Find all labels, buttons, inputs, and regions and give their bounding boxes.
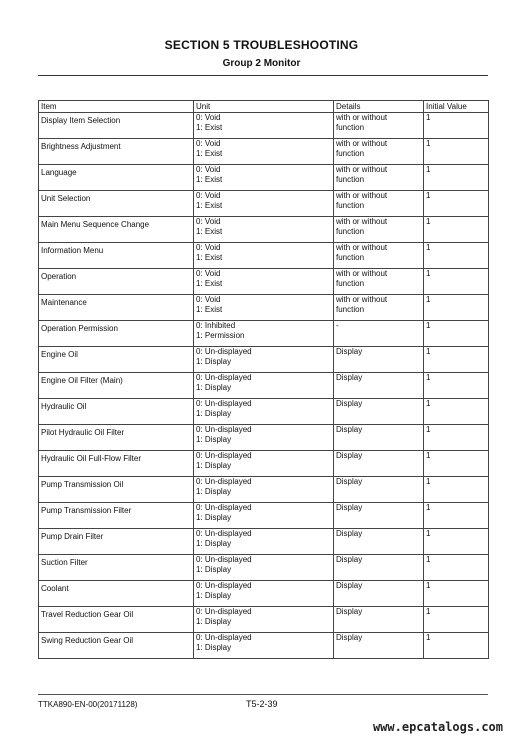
- item-label: Pump Drain Filter: [41, 532, 104, 541]
- unit-option-0: 0: Un-displayed: [196, 503, 252, 512]
- item-label: Brightness Adjustment: [41, 142, 121, 151]
- details-line-2: function: [336, 201, 365, 210]
- initial-value: 1: [426, 347, 431, 356]
- initial-value: 1: [426, 503, 431, 512]
- item-label: Operation: [41, 272, 77, 281]
- unit-cell: [194, 399, 334, 425]
- unit-option-1: 1: Display: [196, 383, 232, 392]
- initial-value-cell: [424, 243, 489, 269]
- item-cell: [39, 191, 194, 217]
- initial-value: 1: [426, 295, 431, 304]
- details-cell: [334, 529, 424, 555]
- header-details: Details: [334, 101, 424, 113]
- initial-value: 1: [426, 217, 431, 226]
- unit-cell: [194, 477, 334, 503]
- table-row: [39, 451, 489, 477]
- details-line-2: function: [336, 279, 365, 288]
- item-label: Swing Reduction Gear Oil: [41, 636, 134, 645]
- unit-option-1: 1: Display: [196, 409, 232, 418]
- unit-option-1: 1: Display: [196, 565, 232, 574]
- table-row: [39, 295, 489, 321]
- unit-option-1: 1: Exist: [196, 149, 223, 158]
- details-cell: [334, 451, 424, 477]
- item-label: Hydraulic Oil Full-Flow Filter: [41, 454, 142, 463]
- initial-value-cell: [424, 529, 489, 555]
- details-line-1: with or without: [336, 139, 388, 148]
- table-row: [39, 191, 489, 217]
- details-cell: [334, 347, 424, 373]
- item-cell: [39, 581, 194, 607]
- section-title: SECTION 5 TROUBLESHOOTING: [164, 38, 359, 52]
- table-row: [39, 633, 489, 659]
- initial-value: 1: [426, 529, 431, 538]
- item-label: Display Item Selection: [41, 116, 121, 125]
- table-row: [39, 113, 489, 139]
- item-label: Suction Filter: [41, 558, 88, 567]
- initial-value-cell: [424, 607, 489, 633]
- unit-option-0: 0: Void: [196, 295, 221, 304]
- unit-cell: [194, 347, 334, 373]
- details-cell: [334, 139, 424, 165]
- unit-cell: [194, 165, 334, 191]
- details-line-2: function: [336, 175, 365, 184]
- initial-value-cell: [424, 451, 489, 477]
- table-row: [39, 425, 489, 451]
- item-label: Hydraulic Oil: [41, 402, 87, 411]
- unit-option-1: 1: Display: [196, 487, 232, 496]
- item-cell: [39, 347, 194, 373]
- unit-cell: [194, 139, 334, 165]
- details-line-1: Display: [336, 581, 363, 590]
- unit-option-0: 0: Un-displayed: [196, 347, 252, 356]
- details-line-1: Display: [336, 633, 363, 642]
- initial-value: 1: [426, 243, 431, 252]
- details-line-2: function: [336, 123, 365, 132]
- unit-option-0: 0: Void: [196, 217, 221, 226]
- details-line-1: -: [336, 321, 339, 330]
- initial-value: 1: [426, 425, 431, 434]
- table-row: [39, 373, 489, 399]
- initial-value: 1: [426, 633, 431, 642]
- initial-value-cell: [424, 581, 489, 607]
- unit-option-1: 1: Display: [196, 513, 232, 522]
- details-line-1: Display: [336, 347, 363, 356]
- details-line-1: with or without: [336, 217, 388, 226]
- unit-option-1: 1: Exist: [196, 123, 223, 132]
- unit-option-1: 1: Display: [196, 591, 232, 600]
- item-cell: [39, 425, 194, 451]
- details-line-1: with or without: [336, 295, 388, 304]
- details-cell: [334, 503, 424, 529]
- details-cell: [334, 607, 424, 633]
- header-item: Item: [39, 101, 194, 113]
- unit-option-0: 0: Void: [196, 165, 221, 174]
- unit-option-1: 1: Exist: [196, 253, 223, 262]
- table-row: [39, 555, 489, 581]
- unit-option-0: 0: Un-displayed: [196, 555, 252, 564]
- details-line-1: Display: [336, 503, 363, 512]
- details-cell: [334, 217, 424, 243]
- initial-value-cell: [424, 373, 489, 399]
- details-cell: [334, 477, 424, 503]
- unit-cell: [194, 425, 334, 451]
- unit-option-0: 0: Un-displayed: [196, 607, 252, 616]
- table-row: [39, 399, 489, 425]
- initial-value: 1: [426, 581, 431, 590]
- unit-option-0: 0: Void: [196, 243, 221, 252]
- item-cell: [39, 633, 194, 659]
- initial-value-cell: [424, 399, 489, 425]
- initial-value: 1: [426, 139, 431, 148]
- item-cell: [39, 165, 194, 191]
- initial-value-cell: [424, 269, 489, 295]
- unit-option-0: 0: Void: [196, 191, 221, 200]
- monitor-settings-table: [38, 100, 489, 659]
- unit-option-0: 0: Un-displayed: [196, 581, 252, 590]
- unit-option-0: 0: Un-displayed: [196, 451, 252, 460]
- unit-option-1: 1: Exist: [196, 175, 223, 184]
- initial-value: 1: [426, 321, 431, 330]
- initial-value-cell: [424, 139, 489, 165]
- table-row: [39, 139, 489, 165]
- item-cell: [39, 321, 194, 347]
- unit-cell: [194, 243, 334, 269]
- item-cell: [39, 451, 194, 477]
- header-unit: Unit: [194, 101, 334, 113]
- initial-value: 1: [426, 113, 431, 122]
- unit-option-1: 1: Display: [196, 643, 232, 652]
- item-label: Coolant: [41, 584, 69, 593]
- initial-value: 1: [426, 165, 431, 174]
- footer-divider: [38, 694, 488, 695]
- initial-value-cell: [424, 321, 489, 347]
- unit-cell: [194, 529, 334, 555]
- initial-value-cell: [424, 555, 489, 581]
- unit-cell: [194, 581, 334, 607]
- details-line-1: Display: [336, 529, 363, 538]
- details-cell: [334, 243, 424, 269]
- details-cell: [334, 191, 424, 217]
- item-label: Unit Selection: [41, 194, 91, 203]
- unit-option-1: 1: Exist: [196, 201, 223, 210]
- item-label: Language: [41, 168, 77, 177]
- details-cell: [334, 555, 424, 581]
- initial-value-cell: [424, 113, 489, 139]
- table-row: [39, 217, 489, 243]
- item-cell: [39, 529, 194, 555]
- details-cell: [334, 399, 424, 425]
- initial-value-cell: [424, 165, 489, 191]
- unit-cell: [194, 217, 334, 243]
- table-body: [39, 113, 489, 659]
- unit-cell: [194, 633, 334, 659]
- details-line-2: function: [336, 305, 365, 314]
- unit-option-0: 0: Inhibited: [196, 321, 236, 330]
- header-initial-value: Initial Value: [424, 101, 489, 113]
- item-cell: [39, 217, 194, 243]
- unit-cell: [194, 113, 334, 139]
- item-label: Engine Oil: [41, 350, 78, 359]
- table-row: [39, 581, 489, 607]
- details-line-1: Display: [336, 451, 363, 460]
- page-number: T5-2-39: [246, 699, 278, 709]
- item-label: Pump Transmission Oil: [41, 480, 124, 489]
- unit-option-1: 1: Exist: [196, 279, 223, 288]
- table-row: [39, 529, 489, 555]
- table-row: [39, 503, 489, 529]
- unit-cell: [194, 373, 334, 399]
- initial-value-cell: [424, 503, 489, 529]
- unit-option-1: 1: Display: [196, 357, 232, 366]
- details-cell: [334, 425, 424, 451]
- unit-option-0: 0: Un-displayed: [196, 373, 252, 382]
- table-row: [39, 165, 489, 191]
- unit-option-1: 1: Permission: [196, 331, 245, 340]
- details-line-2: function: [336, 253, 365, 262]
- item-cell: [39, 477, 194, 503]
- details-line-1: Display: [336, 399, 363, 408]
- unit-option-0: 0: Un-displayed: [196, 529, 252, 538]
- initial-value-cell: [424, 217, 489, 243]
- unit-option-0: 0: Void: [196, 269, 221, 278]
- table-row: [39, 477, 489, 503]
- item-label: Main Menu Sequence Change: [41, 220, 150, 229]
- unit-option-1: 1: Display: [196, 461, 232, 470]
- item-label: Maintenance: [41, 298, 87, 307]
- initial-value-cell: [424, 191, 489, 217]
- initial-value: 1: [426, 191, 431, 200]
- item-label: Pilot Hydraulic Oil Filter: [41, 428, 125, 437]
- initial-value: 1: [426, 607, 431, 616]
- item-label: Pump Transmission Filter: [41, 506, 132, 515]
- initial-value: 1: [426, 373, 431, 382]
- item-cell: [39, 373, 194, 399]
- item-cell: [39, 503, 194, 529]
- unit-option-1: 1: Exist: [196, 305, 223, 314]
- initial-value: 1: [426, 269, 431, 278]
- item-cell: [39, 607, 194, 633]
- details-cell: [334, 373, 424, 399]
- table-row: [39, 269, 489, 295]
- unit-option-1: 1: Display: [196, 435, 232, 444]
- details-line-1: with or without: [336, 269, 388, 278]
- table-row: [39, 243, 489, 269]
- item-cell: [39, 269, 194, 295]
- item-label: Information Menu: [41, 246, 104, 255]
- initial-value-cell: [424, 295, 489, 321]
- unit-option-1: 1: Exist: [196, 227, 223, 236]
- item-cell: [39, 295, 194, 321]
- initial-value-cell: [424, 347, 489, 373]
- item-cell: [39, 399, 194, 425]
- document-id: TTKA890-EN-00(20171128): [38, 700, 138, 709]
- details-cell: [334, 295, 424, 321]
- unit-option-0: 0: Un-displayed: [196, 425, 252, 434]
- item-cell: [39, 555, 194, 581]
- table-row: [39, 321, 489, 347]
- unit-option-0: 0: Un-displayed: [196, 477, 252, 486]
- details-line-1: Display: [336, 373, 363, 382]
- initial-value: 1: [426, 451, 431, 460]
- initial-value: 1: [426, 399, 431, 408]
- unit-cell: [194, 321, 334, 347]
- details-cell: [334, 113, 424, 139]
- details-line-1: with or without: [336, 243, 388, 252]
- unit-cell: [194, 503, 334, 529]
- details-line-2: function: [336, 227, 365, 236]
- details-line-1: Display: [336, 425, 363, 434]
- header-divider: [38, 75, 488, 76]
- details-cell: [334, 633, 424, 659]
- details-cell: [334, 165, 424, 191]
- unit-option-0: 0: Void: [196, 113, 221, 122]
- initial-value: 1: [426, 477, 431, 486]
- unit-cell: [194, 295, 334, 321]
- initial-value-cell: [424, 477, 489, 503]
- item-cell: [39, 243, 194, 269]
- unit-option-1: 1: Display: [196, 617, 232, 626]
- initial-value-cell: [424, 633, 489, 659]
- item-cell: [39, 113, 194, 139]
- unit-option-0: 0: Un-displayed: [196, 633, 252, 642]
- details-line-2: function: [336, 149, 365, 158]
- details-line-1: with or without: [336, 191, 388, 200]
- details-cell: [334, 321, 424, 347]
- item-label: Engine Oil Filter (Main): [41, 376, 123, 385]
- initial-value: 1: [426, 555, 431, 564]
- unit-option-1: 1: Display: [196, 539, 232, 548]
- details-line-1: with or without: [336, 165, 388, 174]
- item-label: Operation Permission: [41, 324, 118, 333]
- details-line-1: Display: [336, 607, 363, 616]
- table-row: [39, 347, 489, 373]
- unit-cell: [194, 191, 334, 217]
- unit-cell: [194, 451, 334, 477]
- initial-value-cell: [424, 425, 489, 451]
- table-row: [39, 607, 489, 633]
- details-line-1: Display: [336, 477, 363, 486]
- details-line-1: Display: [336, 555, 363, 564]
- unit-cell: [194, 555, 334, 581]
- item-cell: [39, 139, 194, 165]
- unit-cell: [194, 607, 334, 633]
- unit-option-0: 0: Void: [196, 139, 221, 148]
- item-label: Travel Reduction Gear Oil: [41, 610, 134, 619]
- details-cell: [334, 269, 424, 295]
- group-subtitle: Group 2 Monitor: [222, 58, 301, 69]
- details-line-1: with or without: [336, 113, 388, 122]
- unit-option-0: 0: Un-displayed: [196, 399, 252, 408]
- unit-cell: [194, 269, 334, 295]
- watermark: www.epcatalogs.com: [372, 720, 503, 734]
- details-cell: [334, 581, 424, 607]
- table-header-row: [39, 101, 489, 113]
